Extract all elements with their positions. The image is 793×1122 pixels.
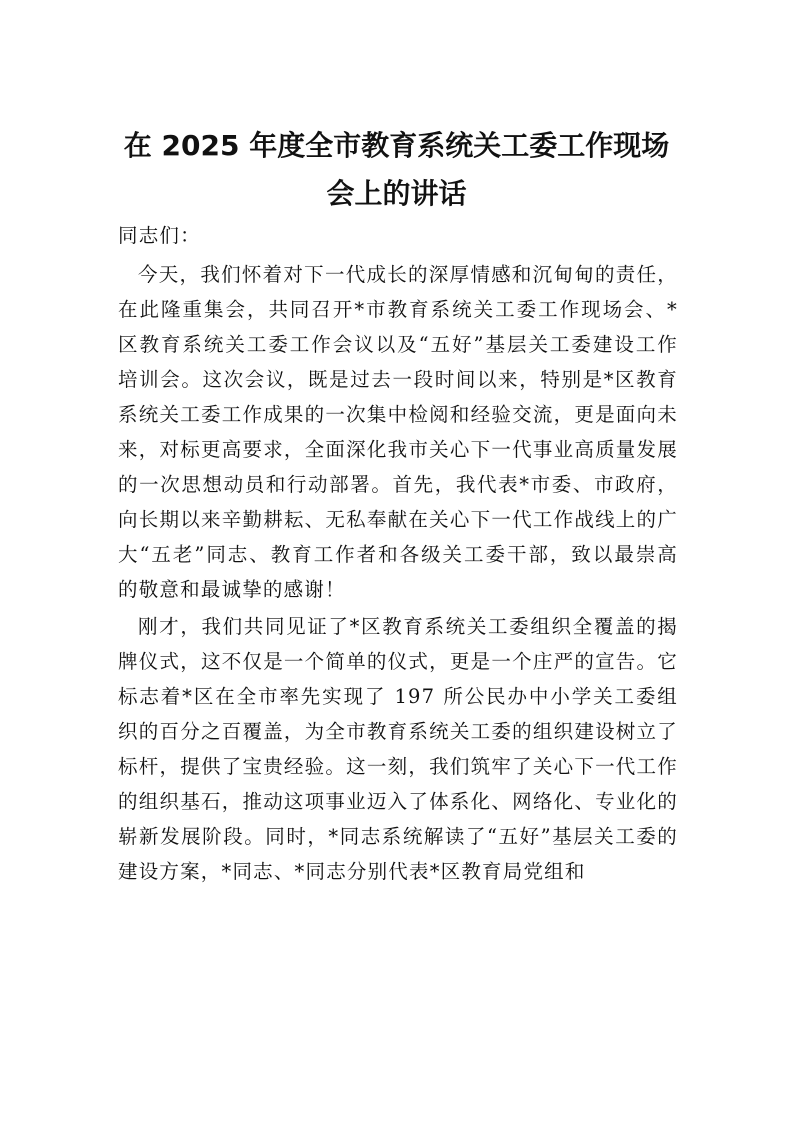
document-title xyxy=(100,122,693,218)
paragraph-1: 今天，我们怀着对下一代成长的深厚情感和沉甸甸的责任，在此隆重集会，共同召开*市教育系统关工委工作现场会、*区教育系统关工委工作会议以及“五好”基层关工委建设工作培训会。这次会议，既是过去一段时间以来，特别是*区教育系统关工委工作成果的一次集中检阅和经验交流，更是面向未来，对标更高要求，全面深化我市关心下一代事业高质量发展的一次思想动员和行动部署。首先，我代表*市委、市政府，向长期以来辛勤耕耘、无私奉献在关心下一代工作战线上的广大“五老”同志、教育工作者和各级关工委干部，致以最崇高的敬意和最诚挚的感谢！ xyxy=(118,263,678,601)
title-line-2: 会上的讲话 xyxy=(326,177,467,210)
title-line-1: 在 2025 年度全市教育系统关工委工作现场 xyxy=(123,129,670,162)
salutation: 同志们： xyxy=(118,224,201,247)
document-body xyxy=(118,218,678,891)
paragraph-2: 刚才，我们共同见证了*区教育系统关工委组织全覆盖的揭牌仪式，这不仅是一个简单的仪式，更是一个庄严的宣告。它标志着*区在全市率先实现了 197 所公民办中小学关工委组织的百分之百覆盖，为全市教育系统关工委的组织建设树立了标杆，提供了宝贵经验。这一刻，我们筑牢了关心下一代工作的组织基石，推动这项事业迈入了体系化、网络化、专业化的崭新发展阶段。同时，*同志系统解读了“五好”基层关工委的建设方案，*同志、*同志分别代表*区教育局党组和 xyxy=(118,615,678,883)
